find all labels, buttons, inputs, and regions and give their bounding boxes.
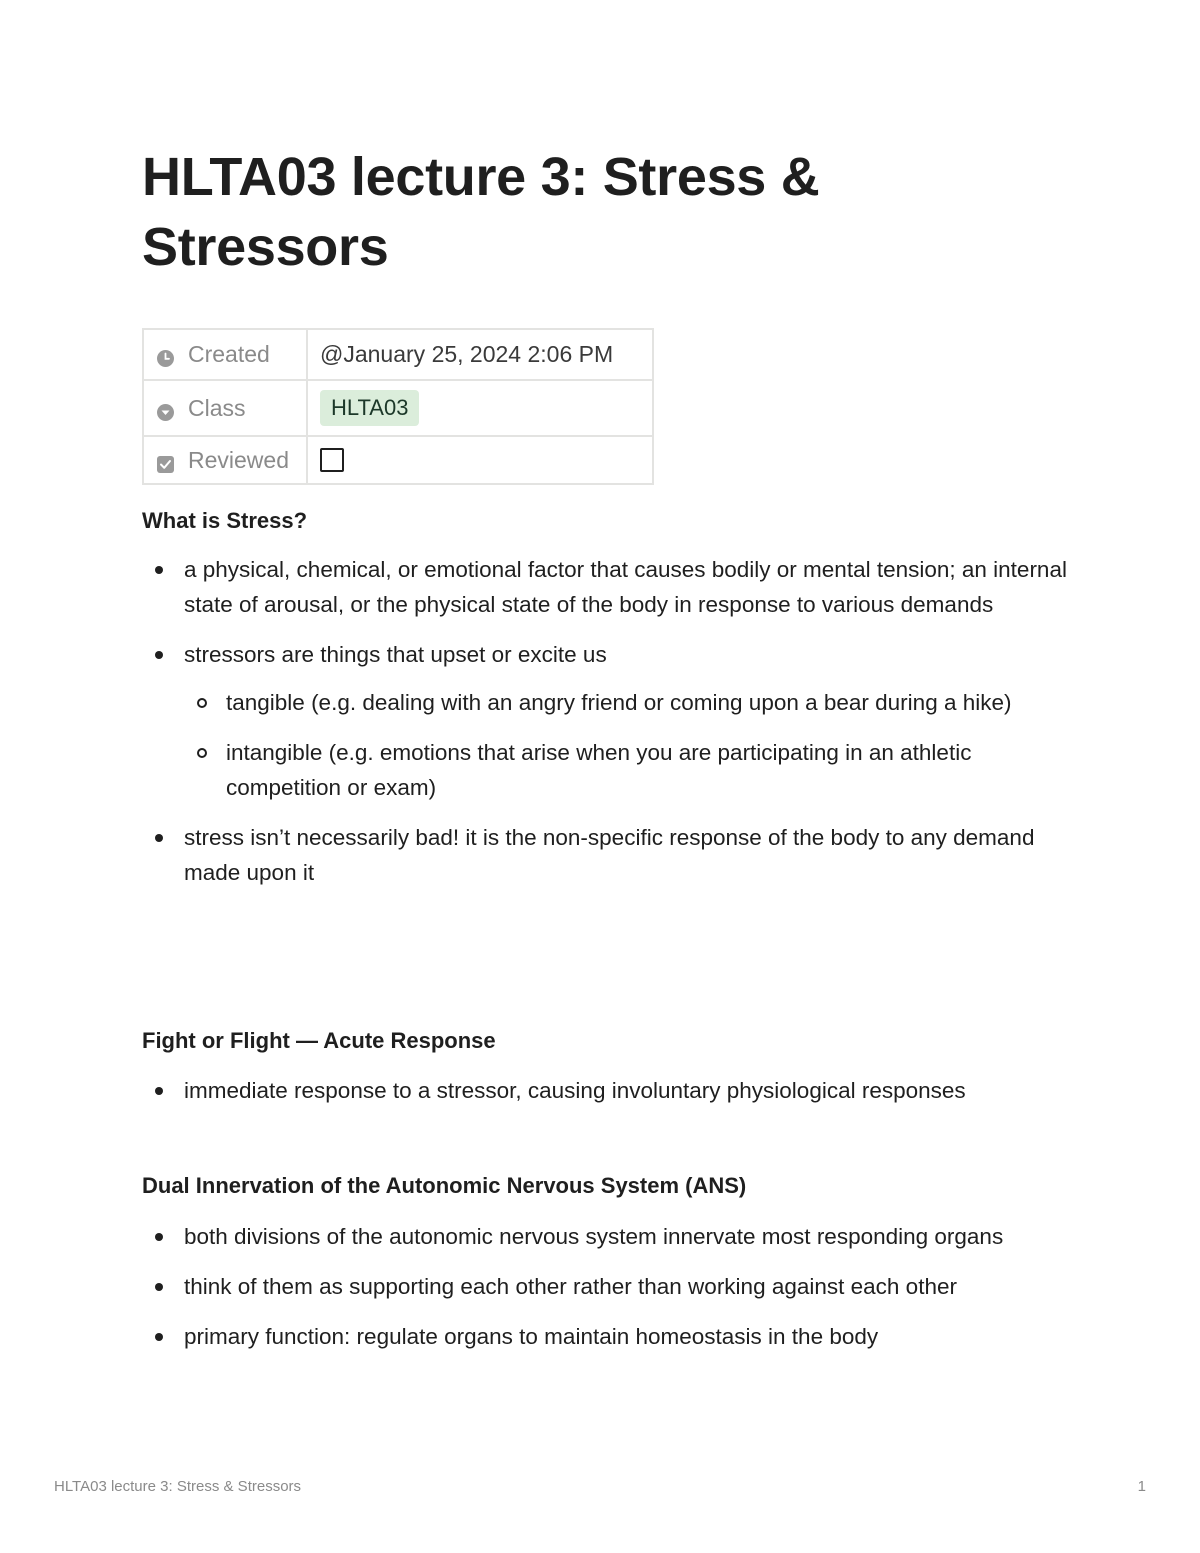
list-item: a physical, chemical, or emotional factor that causes bodily or mental tension; an internal state of arousal, or the physical state of the body in response to various demands — [142, 552, 1072, 622]
page-title: HLTA03 lecture 3: Stress & Stressors — [142, 147, 820, 277]
reviewed-checkbox[interactable] — [320, 448, 344, 472]
property-row-created — [143, 329, 653, 380]
clock-icon — [156, 347, 175, 366]
property-label-reviewed: Reviewed — [188, 446, 289, 473]
bullet-icon — [155, 1233, 163, 1241]
list-item: stress isn’t necessarily bad! it is the non-specific response of the body to any demand made upon it — [142, 820, 1072, 890]
bullet-icon — [155, 1333, 163, 1341]
property-label-created: Created — [188, 341, 270, 367]
bullet-icon — [155, 566, 163, 574]
property-label-class: Class — [188, 394, 246, 421]
footer-page-number: 1 — [1137, 1478, 1146, 1495]
bullet-icon — [155, 1087, 163, 1095]
sub-list-item: intangible (e.g. emotions that arise when you are participating in an athletic competition or exam) — [184, 735, 1072, 805]
hollow-bullet-icon — [197, 748, 207, 758]
properties-table — [142, 328, 654, 485]
bullet-icon — [155, 1283, 163, 1291]
checkbox-icon — [156, 453, 175, 472]
property-row-reviewed — [143, 436, 653, 484]
bullet-icon — [155, 651, 163, 659]
list-item: stressors are things that upset or excite us tangible (e.g. dealing with an angry friend or coming upon a bear during a hike) intangible (e.g. emotions that arise when you are participating in an athletic competition or exam) — [142, 637, 1072, 805]
property-row-class — [143, 380, 653, 436]
bullet-list-fight-or-flight — [142, 1073, 1072, 1123]
section-heading-fight-or-flight: Fight or Flight — Acute Response — [142, 1028, 496, 1053]
hollow-bullet-icon — [197, 698, 207, 708]
section-heading-what-is-stress: What is Stress? — [142, 508, 308, 533]
bullet-list-dual-innervation — [142, 1219, 1072, 1369]
list-item: think of them as supporting each other rather than working against each other — [142, 1269, 1072, 1304]
sub-bullet-list — [184, 685, 1072, 805]
section-heading-dual-innervation: Dual Innervation of the Autonomic Nervous System (ANS) — [142, 1173, 747, 1198]
list-item: both divisions of the autonomic nervous system innervate most responding organs — [142, 1219, 1072, 1254]
list-item: immediate response to a stressor, causing involuntary physiological responses — [142, 1073, 1072, 1108]
class-tag[interactable]: HLTA03 — [320, 390, 419, 426]
footer-document-title: HLTA03 lecture 3: Stress & Stressors — [54, 1478, 302, 1495]
bullet-icon — [155, 834, 163, 842]
list-item: primary function: regulate organs to maintain homeostasis in the body — [142, 1319, 1072, 1354]
select-icon — [156, 401, 175, 420]
created-date-value[interactable]: @January 25, 2024 2:06 PM — [320, 341, 614, 367]
bullet-list-what-is-stress — [142, 552, 1072, 905]
sub-list-item: tangible (e.g. dealing with an angry friend or coming upon a bear during a hike) — [184, 685, 1072, 720]
